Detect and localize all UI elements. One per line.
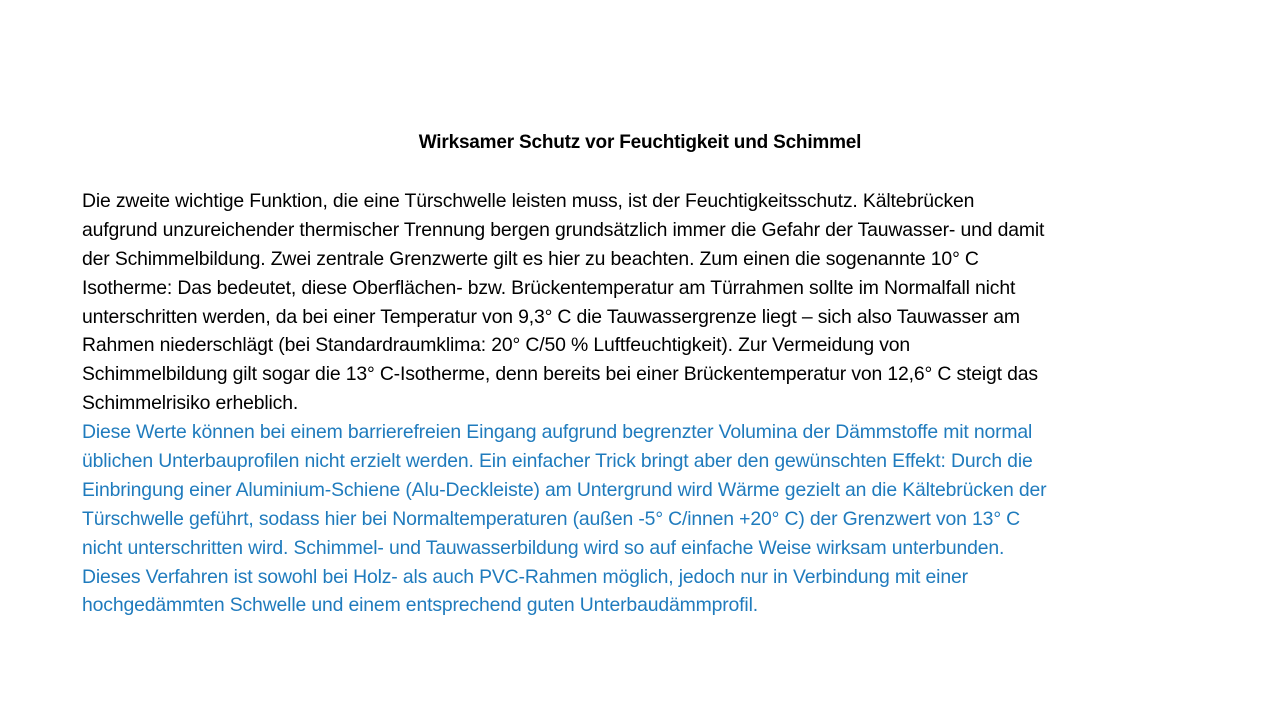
text-line: Schimmelbildung gilt sogar die 13° C-Isotherme, denn bereits bei einer Brückentemperatur von 12,6° C steigt das — [82, 363, 1038, 386]
text-line: Diese Werte können bei einem barrierefreien Eingang aufgrund begrenzter Volumina der Dämmstoffe mit normal — [82, 421, 1033, 444]
paragraph-moisture-protection — [82, 187, 1212, 418]
text-line: unterschritten werden, da bei einer Temperatur von 9,3° C die Tauwassergrenze liegt – sich also Tauwasser am — [82, 305, 1020, 328]
text-line: Dieses Verfahren ist sowohl bei Holz- als auch PVC-Rahmen möglich, jedoch nur in Verbindung mit einer — [82, 565, 968, 588]
text-line: Isotherme: Das bedeutet, diese Oberflächen- bzw. Brückentemperatur am Türrahmen sollte im Normalfall nicht — [82, 276, 1016, 299]
slide-body — [82, 187, 1212, 620]
text-line: nicht unterschritten wird. Schimmel- und Tauwasserbildung wird so auf einfache Weise wirksam unterbunden. — [82, 536, 1005, 559]
text-line: hochgedämmten Schwelle und einem entsprechend guten Unterbaudämmprofil. — [82, 594, 758, 617]
paragraph-aluminium-solution — [82, 418, 1212, 620]
text-line: Die zweite wichtige Funktion, die eine Türschwelle leisten muss, ist der Feuchtigkeitsschutz. Kältebrücken — [82, 190, 975, 212]
text-line: Türschwelle geführt, sodass hier bei Normaltemperaturen (außen -5° C/innen +20° C) der Grenzwert von 13° C — [82, 507, 1021, 530]
slide-title: Wirksamer Schutz vor Feuchtigkeit und Schimmel — [418, 132, 862, 153]
text-line: Schimmelrisiko erheblich. — [82, 392, 299, 415]
text-line: Rahmen niederschlägt (bei Standardraumklima: 20° C/50 % Luftfeuchtigkeit). Zur Vermeidung von — [82, 334, 911, 357]
text-line: Einbringung einer Aluminium-Schiene (Alu-Deckleiste) am Untergrund wird Wärme gezielt an die Kältebrücken der — [82, 478, 1047, 501]
text-line: aufgrund unzureichender thermischer Trennung bergen grundsätzlich immer die Gefahr der Tauwasser- und damit — [82, 218, 1045, 241]
text-line: üblichen Unterbauprofilen nicht erzielt werden. Ein einfacher Trick bringt aber den gewünschten Effekt: Durch die — [82, 450, 1033, 473]
text-line: der Schimmelbildung. Zwei zentrale Grenzwerte gilt es hier zu beachten. Zum einen die sogenannte 10° C — [82, 247, 979, 270]
